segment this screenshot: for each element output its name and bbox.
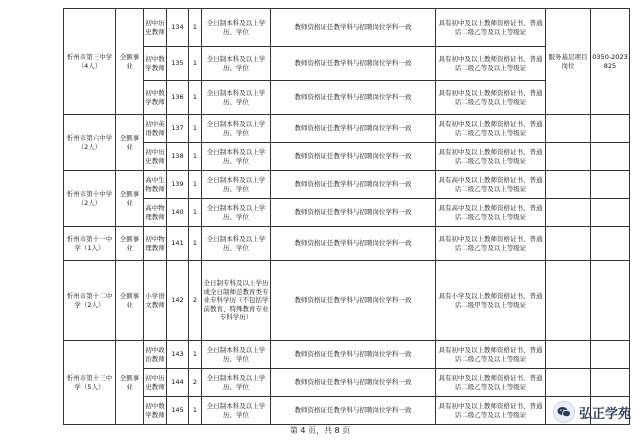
post-cell: 小学语文教师 (144, 261, 167, 341)
qualification-cell: 教师资格证任教学科与招聘岗位学科一致 (271, 47, 436, 81)
code-cell: 144 (167, 369, 189, 397)
note-cell (546, 369, 591, 397)
wechat-icon (553, 401, 575, 423)
education-cell: 全日制本科及以上学历、学位 (202, 115, 271, 143)
phone-cell (591, 143, 630, 171)
count-cell: 1 (189, 115, 202, 143)
qualification-cell: 教师资格证任教学科与招聘岗位学科一致 (271, 115, 436, 143)
note-cell (546, 341, 591, 369)
education-cell: 全日制本科及以上学历、学位 (202, 9, 271, 47)
qualification-cell: 教师资格证任教学科与招聘岗位学科一致 (271, 199, 436, 227)
code-cell: 140 (167, 199, 189, 227)
code-cell: 142 (167, 261, 189, 341)
code-cell: 141 (167, 227, 189, 261)
note-cell (546, 115, 591, 143)
certificate-cell: 具有初中及以上教师资格证书、普通话二级乙等及以上等级证 (436, 227, 546, 261)
certificate-cell: 具有初中及以上教师资格证书、普通话二级乙等及以上等级证 (436, 369, 546, 397)
education-cell: 全日制本科及以上学历、学位 (202, 171, 271, 199)
code-cell: 134 (167, 9, 189, 47)
phone-cell (591, 341, 630, 369)
post-cell: 初中数学教师 (144, 81, 167, 115)
org-cell: 忻州市第十二中学（2人） (64, 261, 116, 341)
table-row (64, 143, 630, 171)
table-row (64, 227, 630, 261)
certificate-cell: 具有初中及以上教师资格证书、普通话二级乙等及以上等级证 (436, 115, 546, 143)
nature-cell: 全额事业 (116, 227, 144, 261)
phone-cell (591, 227, 630, 261)
education-cell: 全日制本科及以上学历、学位 (202, 341, 271, 369)
code-cell: 139 (167, 171, 189, 199)
certificate-cell: 具有初中及以上教师资格证书、普通话二级乙等及以上等级证 (436, 397, 546, 425)
note-cell (546, 171, 591, 199)
qualification-cell: 教师资格证任教学科与招聘岗位学科一致 (271, 369, 436, 397)
education-cell: 全日制本科及以上学历、学位 (202, 81, 271, 115)
post-cell: 高中生物教师 (144, 171, 167, 199)
certificate-cell: 具有高中及以上教师资格证书、普通话二级乙等及以上等级证 (436, 199, 546, 227)
qualification-cell: 教师资格证任教学科与招聘岗位学科一致 (271, 341, 436, 369)
count-cell: 1 (189, 81, 202, 115)
table-row (64, 81, 630, 115)
watermark-text: 弘正学苑 (579, 406, 632, 422)
note-cell (546, 227, 591, 261)
count-cell: 1 (189, 143, 202, 171)
org-cell: 忻州市第十中学（2人） (64, 171, 116, 227)
post-cell: 初中数学教师 (144, 397, 167, 425)
phone-cell (591, 369, 630, 397)
post-cell: 高中物理教师 (144, 199, 167, 227)
post-cell: 初中英语教师 (144, 115, 167, 143)
certificate-cell: 具有初中及以上教师资格证书、普通话二级乙等及以上等级证 (436, 47, 546, 81)
count-cell: 1 (189, 9, 202, 47)
phone-cell (591, 115, 630, 143)
note-cell (546, 143, 591, 171)
table-row (64, 341, 630, 369)
count-cell: 1 (189, 171, 202, 199)
code-cell: 145 (167, 397, 189, 425)
qualification-cell: 教师资格证任教学科与招聘岗位学科一致 (271, 9, 436, 47)
education-cell: 全日制本科及以上学历、学位 (202, 369, 271, 397)
table-row (64, 9, 630, 47)
recruitment-table (63, 8, 630, 425)
post-cell: 初中历史教师 (144, 369, 167, 397)
code-cell: 135 (167, 47, 189, 81)
table-row (64, 397, 630, 425)
note-cell (546, 261, 591, 341)
count-cell: 1 (189, 227, 202, 261)
org-cell: 忻州市第三中学（4人） (64, 9, 116, 115)
table-row (64, 115, 630, 143)
certificate-cell: 具有初中及以上教师资格证书、普通话二级乙等及以上等级证 (436, 143, 546, 171)
code-cell: 143 (167, 341, 189, 369)
table-row (64, 199, 630, 227)
phone-cell: 0350-2023825 (591, 9, 630, 115)
code-cell: 136 (167, 81, 189, 115)
count-cell: 2 (189, 261, 202, 341)
nature-cell: 全额事业 (116, 9, 144, 115)
post-cell: 初中历史教师 (144, 143, 167, 171)
certificate-cell: 具有小学及以上教师资格证书、普通话二级甲等及以上等级证 (436, 261, 546, 341)
education-cell: 全日制本科及以上学历、学位 (202, 143, 271, 171)
education-cell: 全日制专科及以上学历或全日制师范教育类专业专科学历（不包括学前教育、特殊教育专业专科学历） (202, 261, 271, 341)
phone-cell (591, 261, 630, 341)
education-cell: 全日制本科及以上学历、学位 (202, 397, 271, 425)
post-cell: 初中物理教师 (144, 227, 167, 261)
education-cell: 全日制本科及以上学历、学位 (202, 47, 271, 81)
certificate-cell: 具有初中及以上教师资格证书、普通话二级乙等及以上等级证 (436, 341, 546, 369)
nature-cell: 全额事业 (116, 171, 144, 227)
education-cell: 全日制本科及以上学历、学位 (202, 227, 271, 261)
qualification-cell: 教师资格证任教学科与招聘岗位学科一致 (271, 81, 436, 115)
count-cell: 2 (189, 369, 202, 397)
qualification-cell: 教师资格证任教学科与招聘岗位学科一致 (271, 397, 436, 425)
table-row (64, 47, 630, 81)
watermark (553, 400, 637, 424)
qualification-cell: 教师资格证任教学科与招聘岗位学科一致 (271, 143, 436, 171)
count-cell: 1 (189, 397, 202, 425)
org-cell: 忻州市第十三中学（5人） (64, 341, 116, 425)
certificate-cell: 具有初中及以上教师资格证书、普通话二级乙等及以上等级证 (436, 9, 546, 47)
count-cell: 1 (189, 199, 202, 227)
note-cell: 服务基层项目岗位 (546, 9, 591, 115)
code-cell: 137 (167, 115, 189, 143)
note-cell (546, 199, 591, 227)
post-cell: 初中历史教师 (144, 9, 167, 47)
certificate-cell: 具有初中及以上教师资格证书、普通话二级乙等及以上等级证 (436, 81, 546, 115)
education-cell: 全日制本科及以上学历、学位 (202, 199, 271, 227)
table-row (64, 369, 630, 397)
nature-cell: 全额事业 (116, 261, 144, 341)
post-cell: 初中政治教师 (144, 341, 167, 369)
nature-cell: 全额事业 (116, 341, 144, 425)
code-cell: 138 (167, 143, 189, 171)
page-footer: 第 4 页，共 8 页 (289, 426, 351, 435)
org-cell: 忻州市第六中学（2人） (64, 115, 116, 171)
phone-cell (591, 171, 630, 199)
phone-cell (591, 199, 630, 227)
post-cell: 初中数学教师 (144, 47, 167, 81)
count-cell: 1 (189, 341, 202, 369)
table-row (64, 261, 630, 341)
count-cell: 1 (189, 47, 202, 81)
certificate-cell: 具有高中及以上教师资格证书、普通话二级乙等及以上等级证 (436, 171, 546, 199)
nature-cell: 全额事业 (116, 115, 144, 171)
org-cell: 忻州市第十一中学（1人） (64, 227, 116, 261)
table-row (64, 171, 630, 199)
qualification-cell: 教师资格证任教学科与招聘岗位学科一致 (271, 261, 436, 341)
qualification-cell: 教师资格证任教学科与招聘岗位学科一致 (271, 171, 436, 199)
qualification-cell: 教师资格证任教学科与招聘岗位学科一致 (271, 227, 436, 261)
